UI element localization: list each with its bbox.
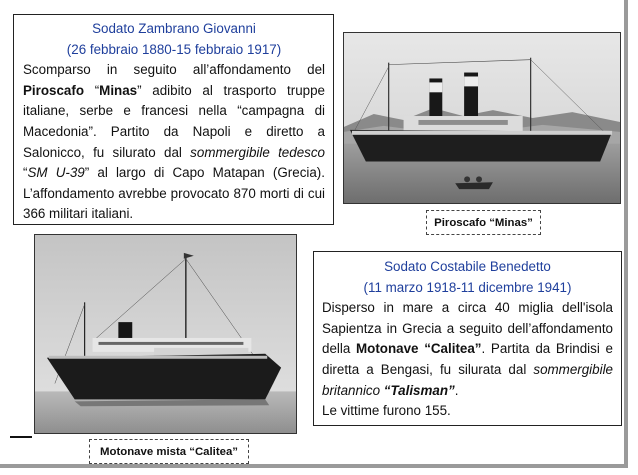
desc-italic: sommergibile tedesco (190, 144, 325, 160)
desc-text: “ (84, 82, 100, 98)
desc-italic: sommergibile britannico (322, 361, 613, 398)
desc-bold-italic: “Talisman” (380, 382, 455, 398)
margin-rule (10, 436, 32, 438)
photo-caption-minas: Piroscafo “Minas” (426, 210, 541, 235)
desc-text: . (454, 382, 459, 398)
victims-line: Le vittime furono 155. (322, 403, 451, 419)
soldier-dates: (26 febbraio 1880-15 febbraio 1917) (66, 41, 282, 57)
desc-italic: SM U-39 (27, 165, 85, 181)
motorship-calitea-photo (34, 234, 297, 434)
desc-text: . Partita da Brindisi e diretta a Bengasi, fu silurata dal (322, 341, 613, 377)
desc-bold: Motonave “Calitea” (356, 341, 482, 357)
soldier-card-zambrano (13, 14, 334, 225)
soldier-dates: (11 marzo 1918-11 dicembre 1941) (363, 279, 572, 295)
desc-text: Scomparso in seguito all’affondamento del (23, 62, 325, 78)
photo-caption-calitea: Motonave mista “Calitea” (89, 439, 249, 464)
desc-text: ” adibito al trasporto truppe italiane, serbe e francesi nella “campagna di Macedonia”. Partito da Napoli e diretto a Salonicco, fu silurato dal (23, 82, 325, 160)
steamship-minas-photo (343, 32, 621, 204)
desc-text: Disperso in mare a circa 40 miglia dell'isola Sapientza in Grecia a seguito dell’affondamento della (322, 300, 613, 357)
soldier-card-costabile (313, 251, 622, 426)
desc-text: “ (23, 165, 28, 181)
desc-text: ” al largo di Capo Matapan (Grecia). L’affondamento avrebbe provocato 870 morti di cui 366 militari italiani. (23, 165, 325, 222)
soldier-description (23, 60, 325, 225)
soldier-name: Sodato Zambrano Giovanni (92, 21, 256, 36)
soldier-description (322, 298, 613, 401)
soldier-name: Sodato Costabile Benedetto (384, 259, 551, 274)
desc-bold: Piroscafo (23, 82, 85, 98)
desc-bold: Minas (99, 82, 138, 98)
